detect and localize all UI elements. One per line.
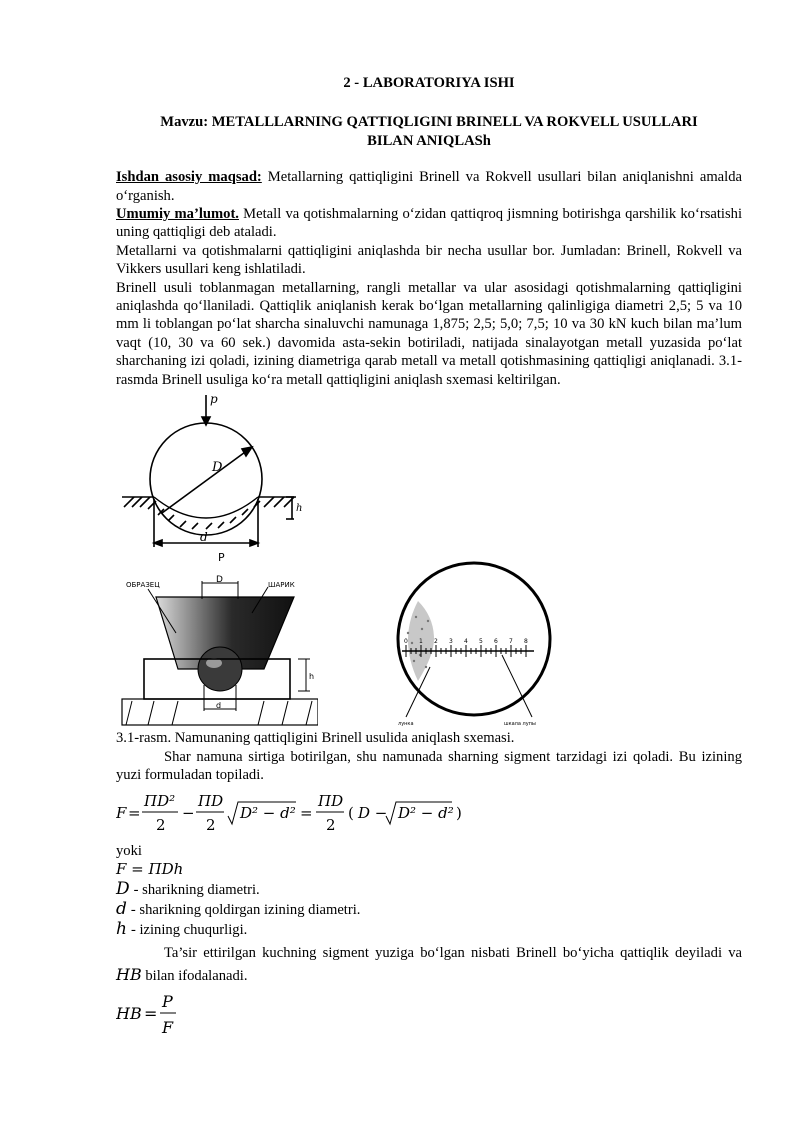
hb-equals: = (144, 1003, 158, 1023)
fig-label-D2: D (216, 575, 223, 586)
definition-item (116, 920, 742, 939)
minus-sign-1: − (182, 804, 195, 823)
fig-label-P: P (218, 551, 225, 565)
definition-item (116, 880, 742, 899)
general-label: Umumiy ma’lumot. (116, 206, 239, 223)
term1-numerator: ΠD² (144, 792, 176, 811)
goal-paragraph (116, 168, 742, 205)
scale-number-0: 0 (404, 638, 408, 646)
scale-number-3: 3 (449, 638, 453, 646)
definition-symbol: d (116, 898, 127, 919)
open-paren: ( (348, 804, 354, 823)
fig-label-D: D (212, 460, 223, 476)
goal-label: Ishdan asosiy maqsad: (116, 169, 262, 186)
magnifier-view-diagram (384, 557, 564, 727)
fig-label-lens-left: лунка (398, 721, 414, 728)
section-photo-diagram (118, 573, 318, 727)
scale-number-7: 7 (509, 638, 513, 646)
term3-root: D² − d² (398, 804, 454, 823)
hb-numerator: P (162, 991, 173, 1011)
scale-number-8: 8 (524, 638, 528, 646)
yoki-word: yoki (116, 842, 142, 859)
lab-topic (116, 113, 742, 150)
hb-text-before: Ta’sir ettirilgan kuchning sigment yuziga bo‘lgan nisbati Brinell bo‘yicha qattiqlik deyiladi va (164, 944, 742, 961)
alt-formula: F = ΠDh (116, 860, 184, 879)
close-paren: ) (456, 804, 462, 823)
definition-text: - sharikning diametri. (133, 881, 260, 898)
hb-lhs: HB (116, 1003, 142, 1023)
fig-label-d2: d (216, 701, 222, 711)
topic-line-1: Mavzu: METALLLARNING QATTIQLIGINI BRINELL VA ROKVELL USULLARI (160, 114, 698, 131)
scale-number-4: 4 (464, 638, 468, 646)
scale-number-1: 1 (419, 638, 423, 646)
goal-text: Metallarning qattiqligini Brinell va Rokvell usullari bilan aniqlanishni amalda o‘rganish. (116, 169, 742, 204)
fig-label-h2: h (309, 672, 315, 682)
scale-number-2: 2 (434, 638, 438, 646)
topic-line-2: BILAN ANIQLASh (367, 132, 491, 149)
fig-label-lens-right: шкала лупы (504, 721, 536, 728)
fig-label-sample: ОБРАЗЕЦ (126, 581, 160, 590)
figure-brinell-scheme (116, 391, 742, 729)
equals-sign-1: = (128, 804, 141, 823)
term3-numerator: ΠD (318, 792, 344, 811)
scale-number-6: 6 (494, 638, 498, 646)
term1-denominator: 2 (156, 816, 166, 835)
definition-symbol: h (116, 919, 127, 940)
methods-paragraph: Metallarni va qotishmalarni qattiqligini aniqlashda bir necha usullar bor. Jumladan: Brinell, Rokvell va Vikkers usullari keng ishlatiladi. (116, 242, 742, 278)
definition-text: - sharikning qoldirgan izining diametri. (130, 901, 361, 918)
term2-numerator: ΠD (198, 792, 224, 811)
general-text: Metall va qotishmalarning o‘zidan qattiqroq jismning botirishga qarshilik ko‘rsatishi uning qattiqligi deb ataladi. (116, 206, 742, 241)
fig-label-ball: ШАРИК (268, 581, 295, 590)
term2-root: D² − d² (240, 804, 296, 823)
brinell-paragraph: Brinell usuli toblanmagan metallarning, rangli metallar va ular asosidagi qotishmalarning qattiqligini aniqlashda qo‘llaniladi. Qattiqlik aniqlanish kerak bo‘lgan metallarning qalinligiga diametri 2,5; 5 va 10 mm li toblangan po‘lat sharcha sinaluvchi namunaga 1,875; 2,5; 5,0; 7,5; 10 va 30 kN kuch bilan ma’lum vaqt (10, 30 va 60 sek.) davomida asta-sekin botiriladi, natijada sinalayotgan metall yuzasida po‘lat sharchaning izi qoladi, izining diametriga qarab metall va metall qotishmasining qattiqligi aniqlanadi. 3.1-rasmda Brinell usuliga ko‘ra metall qattiqligini aniqlash sxemasi keltirilgan. (116, 279, 742, 388)
definition-text: - izining chuqurligi. (130, 922, 248, 939)
fig-label-d: d (200, 530, 208, 545)
hb-formula (116, 989, 206, 1039)
scale-number-5: 5 (479, 638, 483, 646)
hb-paragraph (116, 943, 742, 987)
area-formula (116, 788, 476, 836)
lab-title: 2 - LABORATORIYA ISHI (343, 75, 515, 91)
equals-sign-2: = (300, 804, 313, 823)
definitions-list (116, 880, 742, 940)
fig-label-p: p (210, 392, 218, 407)
term2-denominator: 2 (206, 816, 216, 835)
term3-denominator: 2 (326, 816, 336, 835)
general-paragraph (116, 205, 742, 242)
definition-symbol: D (116, 878, 130, 899)
fig-label-h: h (296, 503, 303, 515)
formula-lhs: F (116, 804, 127, 823)
area-paragraph: Shar namuna sirtiga botirilgan, shu namunada sharning sigment tarzidagi izi qoladi. Bu izining yuzi formuladan topiladi. (116, 748, 742, 783)
figure-caption: 3.1-rasm. Namunaning qattiqligini Brinell usulida aniqlash sxemasi. (116, 730, 515, 747)
hb-symbol: HB (116, 964, 142, 984)
document-body (116, 74, 742, 1044)
definition-item (116, 900, 742, 919)
term3-lead: D − (358, 804, 388, 823)
hb-denominator: F (162, 1017, 174, 1037)
ball-indentation-diagram (118, 391, 318, 571)
hb-text-after: bilan ifodalanadi. (141, 967, 248, 984)
